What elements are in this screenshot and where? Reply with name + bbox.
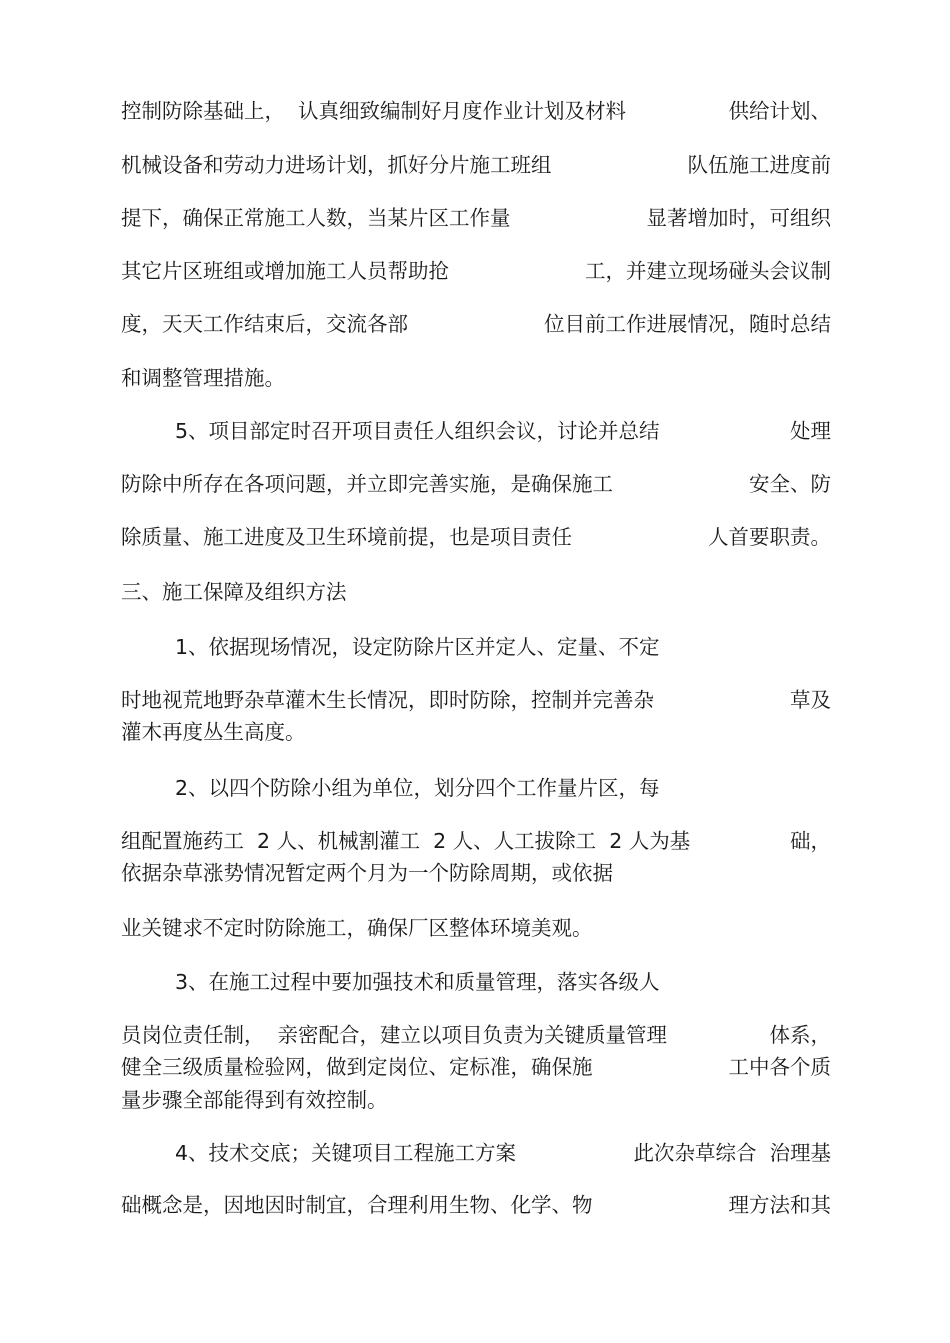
text-segment: 度，天天工作结束后，交流各部 (121, 312, 408, 336)
text-segment: 供给计划、 (728, 99, 831, 123)
text-line-20 (121, 1052, 831, 1082)
text-segment: 5、项目部定时召开项目责任人组织会议，讨论并总结 (175, 419, 660, 443)
text-segment: 人首要职责。 (708, 525, 831, 549)
text-segment: 2、以四个防除小组为单位，划分四个工作量片区，每 (175, 776, 660, 800)
text-line-3 (121, 203, 831, 233)
text-segment: 工，并建立现场碰头会议制 (585, 259, 831, 283)
text-line-16 (121, 858, 831, 888)
text-segment: 业关键求不定时防除施工，确保厂区整体环境美观。 (121, 916, 593, 940)
text-segment: 组配置施药工 2 人、机械割灌工 2 人、人工拔除工 2 人为基 (121, 829, 691, 853)
text-line-21 (121, 1085, 831, 1115)
text-segment: 除质量、施工进度及卫生环境前提，也是项目责任 (121, 525, 572, 549)
text-line-15 (121, 826, 831, 856)
text-segment: 础， (790, 829, 831, 853)
text-segment: 灌木再度丛生高度。 (121, 720, 306, 744)
text-line-8 (121, 469, 831, 499)
text-segment: 础概念是，因地因时制宜，合理利用生物、化学、物 (121, 1193, 593, 1217)
text-segment: 控制防除基础上， 认真细致编制好月度作业计划及材料 (121, 99, 627, 123)
text-line-7 (175, 416, 831, 446)
text-segment: 安全、防 (749, 472, 831, 496)
text-line-17 (121, 913, 831, 943)
text-segment: 机械设备和劳动力进场计划，抓好分片施工班组 (121, 153, 552, 177)
text-line-22 (175, 1138, 831, 1168)
text-line-4 (121, 256, 831, 286)
text-segment: 依据杂草涨势情况暂定两个月为一个防除周期，或依据 (121, 861, 613, 885)
text-segment: 其它片区班组或增加施工人员帮助抢 (121, 259, 449, 283)
text-line-12 (121, 685, 831, 715)
text-segment: 位目前工作进展情况，随时总结 (544, 312, 831, 336)
text-segment: 3、在施工过程中要加强技术和质量管理，落实各级人 (175, 970, 660, 994)
text-segment: 和调整管理措施。 (121, 366, 285, 390)
text-line-9 (121, 522, 831, 552)
text-segment: 员岗位责任制， 亲密配合，建立以项目负责为关键质量管理 (121, 1023, 668, 1047)
text-segment: 草及 (790, 688, 831, 712)
text-line-19 (121, 1020, 831, 1050)
text-segment: 三、施工保障及组织方法 (121, 580, 347, 604)
text-line-11 (175, 632, 831, 662)
text-line-6 (121, 363, 831, 393)
text-line-14 (175, 773, 831, 803)
text-line-2 (121, 150, 831, 180)
text-segment: 4、技术交底；关键项目工程施工方案 (175, 1141, 517, 1165)
text-line-5 (121, 309, 831, 339)
text-segment: 防除中所存在各项问题，并立即完善实施，是确保施工 (121, 472, 613, 496)
text-segment: 队伍施工进度前 (687, 153, 831, 177)
text-line-18 (175, 967, 831, 997)
text-segment: 处理 (790, 419, 831, 443)
text-segment: 健全三级质量检验网，做到定岗位、定标准，确保施 (121, 1055, 593, 1079)
text-segment: 工中各个质 (728, 1055, 831, 1079)
text-segment: 此次杂草综合 治理基 (633, 1141, 831, 1165)
text-line-13 (121, 717, 831, 747)
text-segment: 1、依据现场情况，设定防除片区并定人、定量、不定 (175, 635, 660, 659)
text-segment: 时地视荒地野杂草灌木生长情况，即时防除，控制并完善杂 (121, 688, 654, 712)
section-heading (121, 577, 831, 607)
text-segment: 量步骤全部能得到有效控制。 (121, 1088, 388, 1112)
text-segment: 显著增加时，可组织 (646, 206, 831, 230)
text-line-1 (121, 96, 831, 126)
text-segment: 提下，确保正常施工人数，当某片区工作量 (121, 206, 511, 230)
text-segment: 理方法和其 (728, 1193, 831, 1217)
text-segment: 体系， (769, 1023, 831, 1047)
text-line-23 (121, 1190, 831, 1220)
